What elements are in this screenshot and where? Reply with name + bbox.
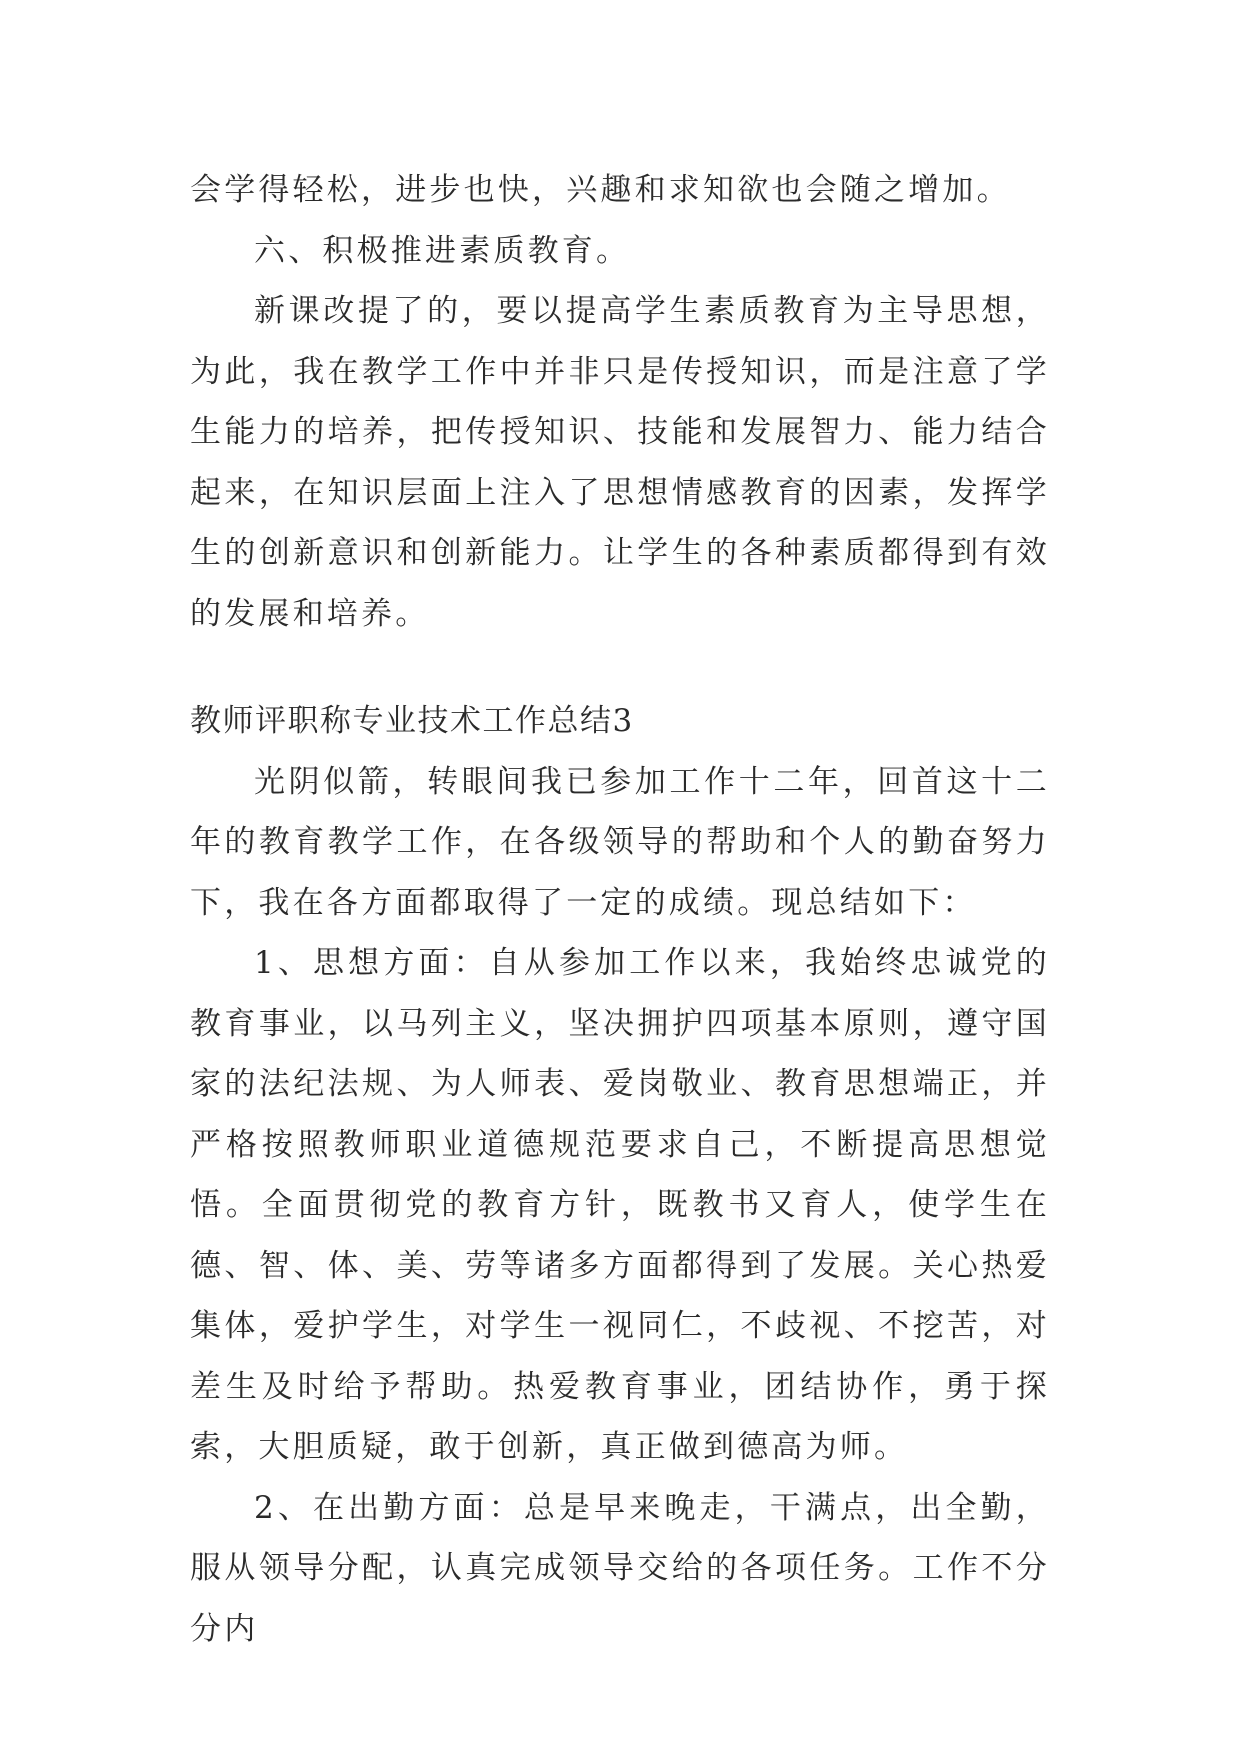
paragraph-item-six-heading: 六、积极推进素质教育。 [254, 232, 631, 269]
paragraph-quality-education: 新课改提了的，要以提高学生素质教育为主导思想，为此，我在教学工作中并非只是传授知识，而是注意了学生能力的培养，把传授知识、技能和发展智力、能力结合起来，在知识层面上注入了思想情感教育的因素，发挥学生的创新意识和创新能力。让学生的各种素质都得到有效的发展和培养。 [190, 293, 1050, 632]
paragraph-attendance: 2、在出勤方面：总是早来晚走，干满点，出全勤，服从领导分配，认真完成领导交给的各项任务。工作不分分内 [190, 1489, 1050, 1647]
section-title: 教师评职称专业技术工作总结3 [190, 703, 634, 739]
paragraph-continuation: 会学得轻松，进步也快，兴趣和求知欲也会随之增加。 [190, 172, 1011, 208]
paragraph-intro: 光阴似箭，转眼间我已参加工作十二年，回首这十二年的教育教学工作，在各级领导的帮助和个人的勤奋努力下，我在各方面都取得了一定的成绩。现总结如下： [190, 763, 1050, 921]
section-spacer [190, 644, 1050, 691]
document-body [190, 160, 1050, 1659]
paragraph-ideology: 1、思想方面：自从参加工作以来，我始终忠诚党的教育事业，以马列主义，坚决拥护四项基本原则，遵守国家的法纪法规、为人师表、爱岗敬业、教育思想端正，并严格按照教师职业道德规范要求自己，不断提高思想觉悟。全面贯彻党的教育方针，既教书又育人，使学生在德、智、体、美、劳等诸多方面都得到了发展。关心热爱集体，爱护学生，对学生一视同仁，不歧视、不挖苦，对差生及时给予帮助。热爱教育事业，团结协作，勇于探索，大胆质疑，敢于创新，真正做到德高为师。 [190, 945, 1050, 1465]
